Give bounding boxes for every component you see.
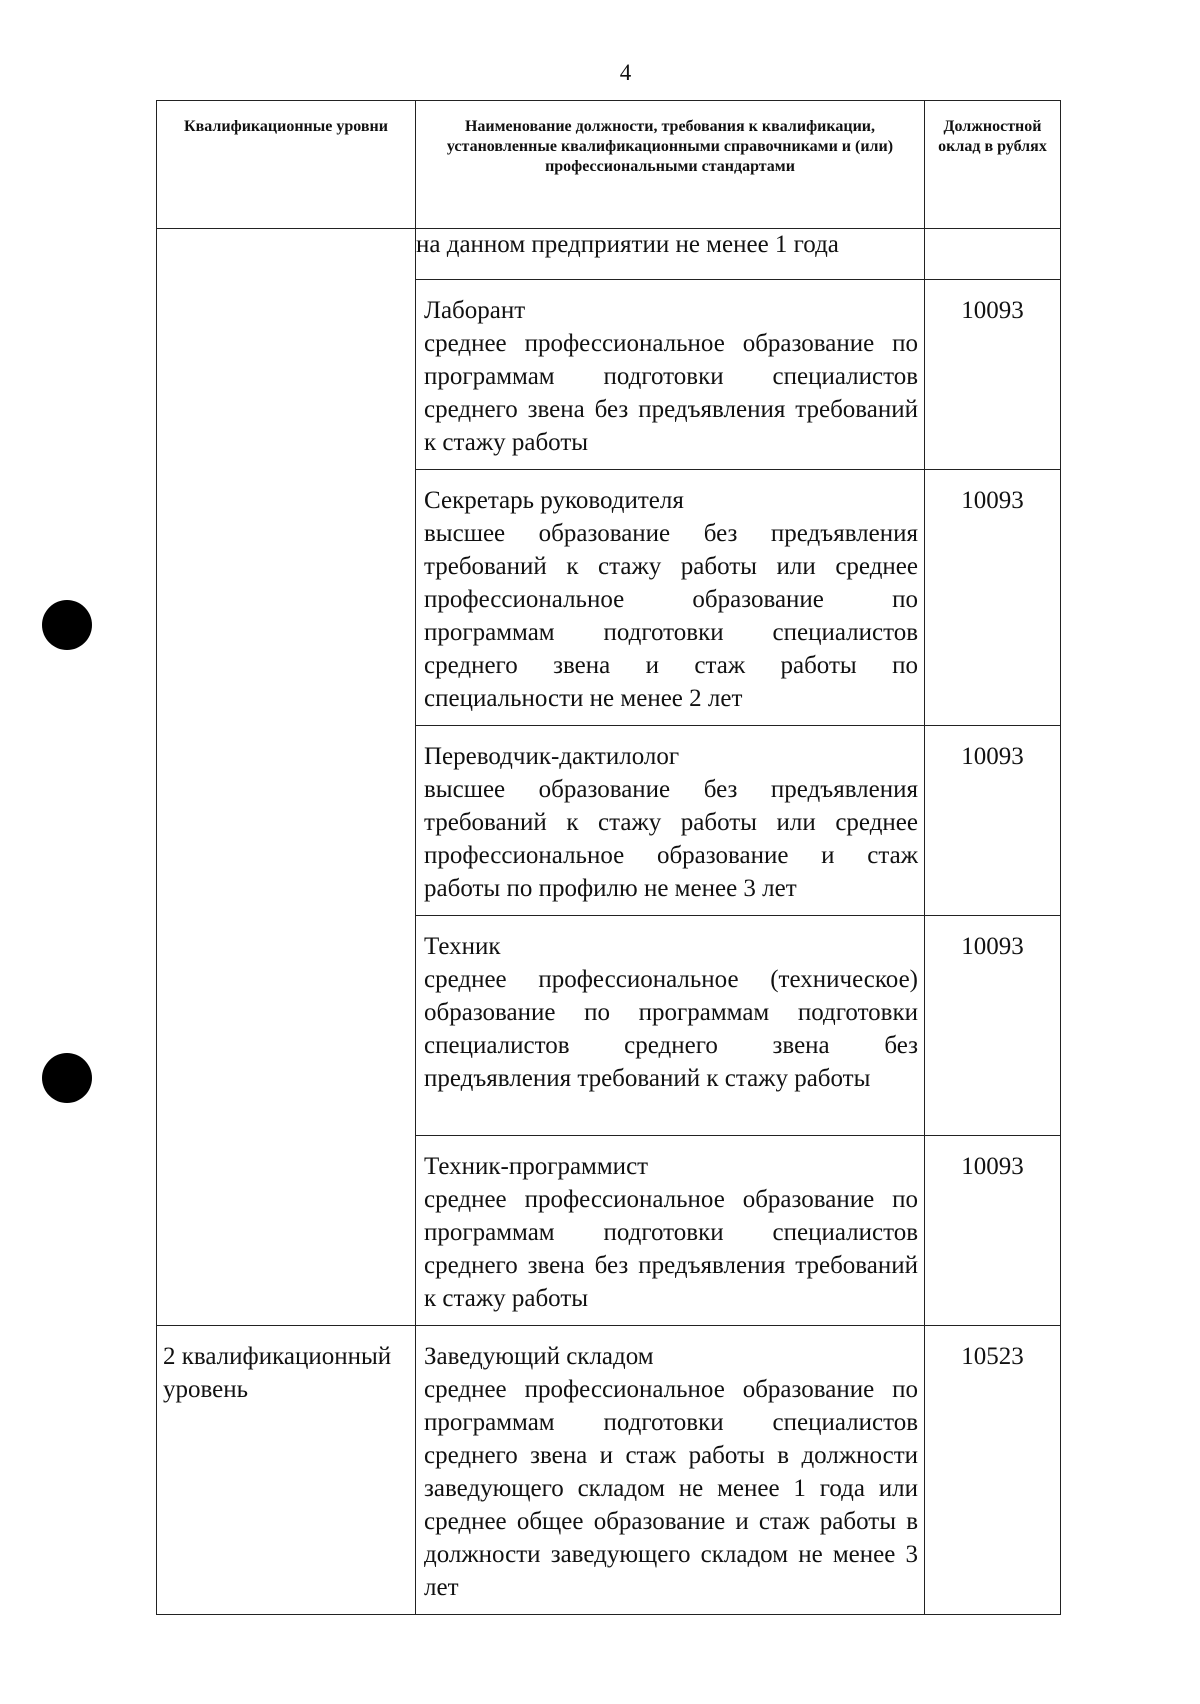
- level-cell-1: [157, 229, 416, 1326]
- table-header-row: [157, 101, 1061, 229]
- position-title: Лаборант: [424, 297, 526, 324]
- position-cell: [416, 916, 925, 1136]
- scan-punch-hole: [42, 1053, 92, 1103]
- salary-cell: 10093: [925, 916, 1061, 1136]
- position-title: Техник-программист: [424, 1153, 649, 1180]
- position-requirements: высшее образование без предъявления требований к стажу работы или среднее профессиональное образование и стаж работы по профилю не менее 3 лет: [424, 776, 918, 902]
- level-cell-2: 2 квалификационный уровень: [157, 1326, 416, 1615]
- position-cell: [416, 470, 925, 726]
- scan-punch-hole: [42, 600, 92, 650]
- table-row: [157, 1326, 1061, 1615]
- table-row: [157, 229, 1061, 280]
- position-title: Секретарь руководителя: [424, 487, 684, 514]
- position-requirements: среднее профессиональное (техническое) образование по программам подготовки специалистов среднего звена без предъявления требований к стажу работы: [424, 966, 918, 1092]
- salary-cell: 10523: [925, 1326, 1061, 1615]
- position-requirements: среднее профессиональное образование по программам подготовки специалистов среднего звена без предъявления требований к стажу работы: [424, 1186, 918, 1312]
- page-number: 4: [619, 60, 632, 85]
- position-cell: [416, 280, 925, 470]
- salary-cell-empty: [925, 229, 1061, 280]
- header-levels: Квалификационные уровни: [157, 101, 416, 229]
- header-position: Наименование должности, требования к квалификации, установленные квалификационными справочниками и (или) профессиональными стандартами: [416, 101, 925, 229]
- position-cell: [416, 726, 925, 916]
- position-title: Техник: [424, 933, 501, 960]
- position-cell: [416, 1326, 925, 1615]
- salary-cell: 10093: [925, 726, 1061, 916]
- salary-cell: 10093: [925, 280, 1061, 470]
- position-title: Заведующий складом: [424, 1343, 654, 1370]
- position-requirements: высшее образование без предъявления требований к стажу работы или среднее профессиональное образование по программам подготовки специалистов среднего звена и стаж работы по специальности не менее 2 лет: [424, 520, 918, 712]
- salary-cell: 10093: [925, 1136, 1061, 1326]
- continuation-text: на данном предприятии не менее 1 года: [416, 229, 925, 280]
- position-title: Переводчик-дактилолог: [424, 743, 680, 770]
- qualification-table: [156, 100, 1061, 1615]
- header-salary: Должностной оклад в рублях: [925, 101, 1061, 229]
- position-requirements: среднее профессиональное образование по программам подготовки специалистов среднего звена без предъявления требований к стажу работы: [424, 330, 918, 456]
- salary-cell: 10093: [925, 470, 1061, 726]
- position-requirements: среднее профессиональное образование по программам подготовки специалистов среднего звена и стаж работы в должности заведующего складом не менее 1 года или среднее общее образование и стаж работы в должности заведующего складом не менее 3 лет: [424, 1376, 918, 1601]
- position-cell: [416, 1136, 925, 1326]
